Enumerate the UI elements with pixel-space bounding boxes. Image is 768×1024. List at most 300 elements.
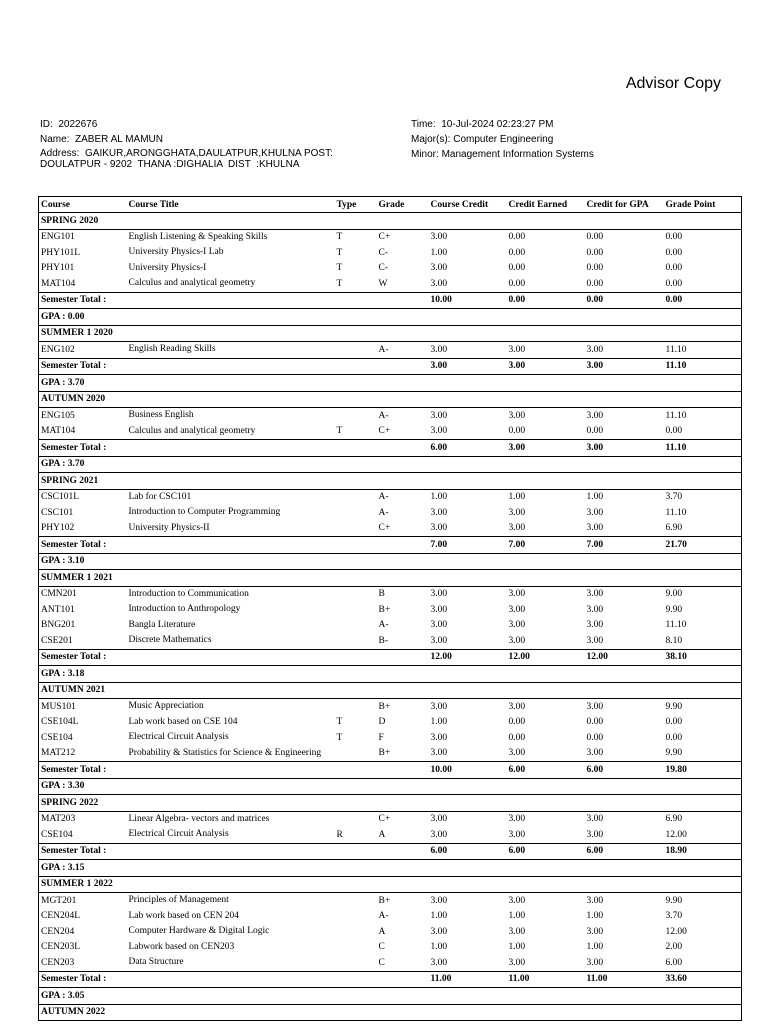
course-grade: A [378,926,386,937]
course-credit: 3.00 [430,957,448,968]
course-type [335,489,377,505]
total-credit-for-gpa: 3.00 [585,358,664,375]
course-code: MUS101 [41,701,76,712]
major-value: Computer Engineering [453,134,554,145]
semester-heading [39,795,742,812]
course-title: Computer Hardware & Digital Logic [128,926,270,937]
course-title: Electrical Circuit Analysis [128,829,229,840]
course-code: MAT104 [41,278,76,289]
course-title: Principles of Management [128,895,229,906]
semester-total-label: Semester Total : [39,537,429,554]
course-code: CSE201 [41,635,73,646]
credit-for-gpa: 0.00 [586,278,604,289]
course-code: CSC101L [41,492,80,503]
credit-earned: 3.00 [508,635,526,646]
table-row [39,261,742,277]
course-grade: C+ [378,814,391,825]
total-credit-for-gpa: 12.00 [585,649,664,666]
course-type: T [336,426,343,437]
course-credit: 3.00 [430,410,448,421]
name-row [40,134,380,147]
credit-earned: 3.00 [508,523,526,534]
semester-total-row [39,971,742,988]
course-title: Electrical Circuit Analysis [128,732,229,743]
credit-earned: 3.00 [508,344,526,355]
course-grade: C+ [378,523,391,534]
table-row [39,746,742,762]
course-credit: 1.00 [430,492,448,503]
course-credit: 1.00 [430,247,448,258]
credit-earned: 3.00 [508,410,526,421]
grade-point: 9.90 [665,895,683,906]
semester-total-row [39,358,742,375]
course-credit: 3.00 [430,232,448,243]
address-line-2: DOULATPUR - 9202 THANA :DIGHALIA DIST :KHULNA [40,158,300,170]
semester-heading [39,391,742,408]
table-row [39,505,742,521]
course-code: PHY101L [41,247,81,258]
id-row [40,119,380,132]
credit-for-gpa: 0.00 [586,247,604,258]
course-type: R [336,829,343,840]
course-grade: B- [378,635,388,646]
semester-total-label: Semester Total : [39,649,429,666]
student-id: 2022676 [58,119,98,130]
semester-total-label: Semester Total : [39,440,429,457]
semester-gpa: GPA : 3.30 [39,778,742,795]
credit-earned: 0.00 [508,263,526,274]
course-title: Calculus and analytical geometry [128,425,256,436]
credit-for-gpa: 3.00 [586,748,604,759]
semester-total-label: Semester Total : [39,292,429,309]
course-grade: A- [378,410,389,421]
time-row [411,119,731,132]
course-credit: 3.00 [430,926,448,937]
course-credit: 1.00 [430,911,448,922]
total-course-credit: 3.00 [429,358,507,375]
semester-name: SUMMER 1 2020 [39,325,742,342]
course-type [335,586,377,602]
credit-earned: 3.00 [508,507,526,518]
grade-point: 3.70 [665,492,683,503]
credit-earned: 0.00 [508,278,526,289]
grade-point: 12.00 [665,829,687,840]
print-time: 10-Jul-2024 02:23:27 PM [441,119,554,130]
credit-for-gpa: 3.00 [586,895,604,906]
semester-gpa-row [39,553,742,570]
semester-name: AUTUMN 2021 [39,682,742,699]
course-type [335,602,377,618]
course-title: Discrete Mathematics [128,635,212,646]
course-grade: C [378,957,385,968]
course-credit: 3.00 [430,620,448,631]
table-row [39,424,742,440]
course-code: CEN203 [41,957,75,968]
col-course: Course [39,197,127,213]
grade-point: 0.00 [665,232,683,243]
course-code: ENG105 [41,410,75,421]
grade-point: 11.10 [665,410,687,421]
grade-point: 9.00 [665,589,683,600]
course-type [335,746,377,762]
semester-heading [39,1004,742,1021]
grade-point: 6.90 [665,523,683,534]
course-credit: 3.00 [430,507,448,518]
credit-for-gpa: 1.00 [586,492,604,503]
semester-total-row [39,843,742,860]
course-code: CSE104L [41,717,79,728]
credit-for-gpa: 3.00 [586,523,604,534]
table-row [39,602,742,618]
course-title: University Physics-I [128,262,207,273]
course-title: Lab for CSC101 [128,491,192,502]
table-row [39,955,742,971]
table-row [39,489,742,505]
course-type [335,633,377,649]
semester-total-label: Semester Total : [39,762,429,779]
address-row [40,149,380,170]
table-row [39,342,742,359]
course-credit: 3.00 [430,604,448,615]
total-credit-for-gpa: 3.00 [585,440,664,457]
course-grade: W [378,278,388,289]
credit-earned: 0.00 [508,717,526,728]
total-credit-earned: 6.00 [507,762,585,779]
credit-for-gpa: 0.00 [586,263,604,274]
course-grade: C [378,942,385,953]
course-grade: A- [378,507,389,518]
semester-total-row [39,762,742,779]
semester-gpa: GPA : 3.70 [39,456,742,473]
total-course-credit: 6.00 [429,440,507,457]
total-credit-earned: 7.00 [507,537,585,554]
course-credit: 3.00 [430,589,448,600]
table-row [39,924,742,940]
table-row [39,893,742,909]
course-type: T [336,732,343,743]
semester-gpa: GPA : 3.05 [39,988,742,1005]
table-row [39,586,742,602]
total-credit-earned: 6.00 [507,843,585,860]
total-course-credit: 7.00 [429,537,507,554]
table-row [39,827,742,843]
col-course-credit: Course Credit [429,197,507,213]
course-credit: 3.00 [430,701,448,712]
col-grade: Grade [377,197,429,213]
credit-for-gpa: 0.00 [586,732,604,743]
total-course-credit: 10.00 [429,762,507,779]
course-title: Introduction to Computer Programming [128,507,281,518]
table-row [39,699,742,715]
transcript-body [39,213,742,1021]
course-grade: B+ [378,895,391,906]
student-name: ZABER AL MAMUN [75,134,163,145]
table-row [39,909,742,925]
course-type [335,955,377,971]
course-code: CSE104 [41,732,73,743]
credit-earned: 1.00 [508,492,526,503]
course-type [335,699,377,715]
course-grade: C+ [378,232,391,243]
col-credit-for-gpa: Credit for GPA [585,197,664,213]
course-grade: B+ [378,748,391,759]
semester-total-label: Semester Total : [39,358,429,375]
course-type [335,521,377,537]
course-grade: C- [378,263,388,274]
semester-heading [39,876,742,893]
semester-total-row [39,537,742,554]
minor-value: Management Information Systems [441,149,594,160]
grade-point: 0.00 [665,717,683,728]
grade-point: 8.10 [665,635,683,646]
credit-for-gpa: 0.00 [586,426,604,437]
semester-gpa: GPA : 0.00 [39,309,742,326]
credit-earned: 3.00 [508,895,526,906]
total-course-credit: 11.00 [429,971,507,988]
course-credit: 3.00 [430,426,448,437]
credit-for-gpa: 3.00 [586,507,604,518]
course-credit: 3.00 [430,344,448,355]
table-row [39,245,742,261]
credit-earned: 1.00 [508,942,526,953]
semester-gpa: GPA : 3.15 [39,860,742,877]
grade-point: 11.10 [665,620,687,631]
course-code: CEN203L [41,942,81,953]
course-code: CMN201 [41,589,77,600]
total-credit-earned: 3.00 [507,358,585,375]
course-title: Introduction to Anthropology [128,604,241,615]
credit-earned: 0.00 [508,426,526,437]
total-course-credit: 12.00 [429,649,507,666]
major-label: Major(s): [411,134,451,145]
table-row [39,811,742,827]
credit-earned: 1.00 [508,911,526,922]
grade-point: 11.10 [665,507,687,518]
credit-earned: 3.00 [508,957,526,968]
grade-point: 0.00 [665,426,683,437]
semester-total-label: Semester Total : [39,971,429,988]
course-code: MAT212 [41,748,76,759]
semester-gpa: GPA : 3.70 [39,375,742,392]
credit-earned: 3.00 [508,589,526,600]
credit-earned: 3.00 [508,829,526,840]
student-info [40,119,380,173]
course-code: CEN204L [41,911,81,922]
course-credit: 3.00 [430,814,448,825]
course-type: T [336,278,343,289]
credit-earned: 3.00 [508,748,526,759]
name-label: Name: [40,134,70,145]
time-label: Time: [411,119,436,130]
course-credit: 1.00 [430,942,448,953]
course-title: English Reading Skills [128,344,216,355]
semester-gpa-row [39,309,742,326]
course-type [335,408,377,424]
course-title: Probability & Statistics for Science & Engineering [128,747,322,758]
table-row [39,229,742,245]
course-title: Music Appreciation [128,701,204,712]
grade-point: 0.00 [665,732,683,743]
course-type [335,940,377,956]
total-credit-for-gpa: 0.00 [585,292,664,309]
course-type [335,505,377,521]
course-title: University Physics-II [128,522,210,533]
credit-earned: 0.00 [508,232,526,243]
course-title: Calculus and analytical geometry [128,278,256,289]
semester-total-label: Semester Total : [39,843,429,860]
course-title: Data Structure [128,957,184,968]
course-type: T [336,232,343,243]
semester-name: SUMMER 1 2022 [39,876,742,893]
course-type [335,618,377,634]
course-credit: 3.00 [430,748,448,759]
course-code: MAT203 [41,814,76,825]
course-type [335,909,377,925]
credit-earned: 3.00 [508,814,526,825]
minor-label: Minor: [411,149,439,160]
col-type: Type [335,197,377,213]
course-type [335,893,377,909]
credit-for-gpa: 3.00 [586,410,604,421]
total-grade-point: 0.00 [664,292,742,309]
semester-heading [39,325,742,342]
total-credit-earned: 11.00 [507,971,585,988]
grade-point: 0.00 [665,263,683,274]
total-grade-point: 38.10 [664,649,742,666]
credit-for-gpa: 1.00 [586,911,604,922]
grade-point: 3.70 [665,911,683,922]
total-credit-for-gpa: 11.00 [585,971,664,988]
course-code: CSE104 [41,829,73,840]
course-grade: D [378,717,386,728]
total-credit-earned: 12.00 [507,649,585,666]
semester-heading [39,473,742,490]
total-course-credit: 10.00 [429,292,507,309]
credit-earned: 0.00 [508,732,526,743]
total-grade-point: 18.90 [664,843,742,860]
semester-gpa-row [39,988,742,1005]
credit-for-gpa: 3.00 [586,635,604,646]
course-type: T [336,717,343,728]
course-grade: A- [378,620,389,631]
table-header [39,197,742,213]
total-credit-for-gpa: 6.00 [585,762,664,779]
semester-gpa-row [39,375,742,392]
credit-earned: 3.00 [508,701,526,712]
total-grade-point: 19.80 [664,762,742,779]
grade-point: 0.00 [665,247,683,258]
course-code: CEN204 [41,926,75,937]
course-grade: A [378,829,386,840]
semester-name: AUTUMN 2022 [39,1004,742,1021]
course-credit: 3.00 [430,895,448,906]
credit-for-gpa: 3.00 [586,926,604,937]
course-type [335,924,377,940]
total-credit-for-gpa: 7.00 [585,537,664,554]
course-grade: A- [378,492,389,503]
course-grade: F [378,732,384,743]
semester-name: AUTUMN 2020 [39,391,742,408]
minor-row [411,149,731,162]
credit-for-gpa: 3.00 [586,957,604,968]
course-credit: 3.00 [430,635,448,646]
course-grade: B+ [378,701,391,712]
credit-earned: 3.00 [508,620,526,631]
course-code: ENG102 [41,344,75,355]
transcript-info [411,119,731,164]
course-credit: 3.00 [430,732,448,743]
credit-for-gpa: 3.00 [586,604,604,615]
id-label: ID: [40,119,53,130]
advisor-copy-title: Advisor Copy [625,75,721,92]
course-grade: B+ [378,604,391,615]
course-type: T [336,263,343,274]
credit-for-gpa: 3.00 [586,814,604,825]
grade-point: 9.90 [665,604,683,615]
course-title: Lab work based on CEN 204 [128,910,240,921]
grade-point: 6.00 [665,957,683,968]
transcript-table [38,196,742,1021]
grade-point: 11.10 [665,344,687,355]
grade-point: 6.90 [665,814,683,825]
col-credit-earned: Credit Earned [507,197,585,213]
semester-gpa-row [39,456,742,473]
course-code: MGT201 [41,895,77,906]
course-code: MAT104 [41,426,76,437]
course-title: Introduction to Communication [128,588,249,599]
credit-earned: 3.00 [508,926,526,937]
credit-for-gpa: 0.00 [586,717,604,728]
credit-earned: 3.00 [508,604,526,615]
course-code: PHY101 [41,263,75,274]
course-grade: A- [378,911,389,922]
address-label: Address: [40,148,80,159]
table-row [39,408,742,424]
credit-for-gpa: 3.00 [586,620,604,631]
credit-for-gpa: 3.00 [586,589,604,600]
address-line-1: GAIKUR,ARONGGHATA,DAULATPUR,KHULNA POST: [85,148,333,159]
total-credit-earned: 3.00 [507,440,585,457]
semester-gpa-row [39,860,742,877]
semester-total-row [39,649,742,666]
course-grade: B [378,589,385,600]
credit-for-gpa: 3.00 [586,829,604,840]
total-credit-earned: 0.00 [507,292,585,309]
course-grade: A- [378,344,389,355]
credit-earned: 0.00 [508,247,526,258]
total-course-credit: 6.00 [429,843,507,860]
course-type [335,811,377,827]
col-grade-point: Grade Point [664,197,742,213]
total-grade-point: 33.60 [664,971,742,988]
semester-total-row [39,292,742,309]
grade-point: 0.00 [665,278,683,289]
course-credit: 1.00 [430,717,448,728]
grade-point: 9.90 [665,748,683,759]
course-code: ANT101 [41,604,75,615]
table-row [39,715,742,731]
semester-name: SPRING 2020 [39,213,742,230]
semester-total-row [39,440,742,457]
semester-gpa: GPA : 3.10 [39,553,742,570]
course-credit: 3.00 [430,263,448,274]
table-row [39,940,742,956]
semester-gpa: GPA : 3.18 [39,666,742,683]
semester-heading [39,213,742,230]
course-credit: 3.00 [430,829,448,840]
course-title: Linear Algebra- vectors and matrices [128,813,270,824]
course-title: University Physics-I Lab [128,247,224,258]
